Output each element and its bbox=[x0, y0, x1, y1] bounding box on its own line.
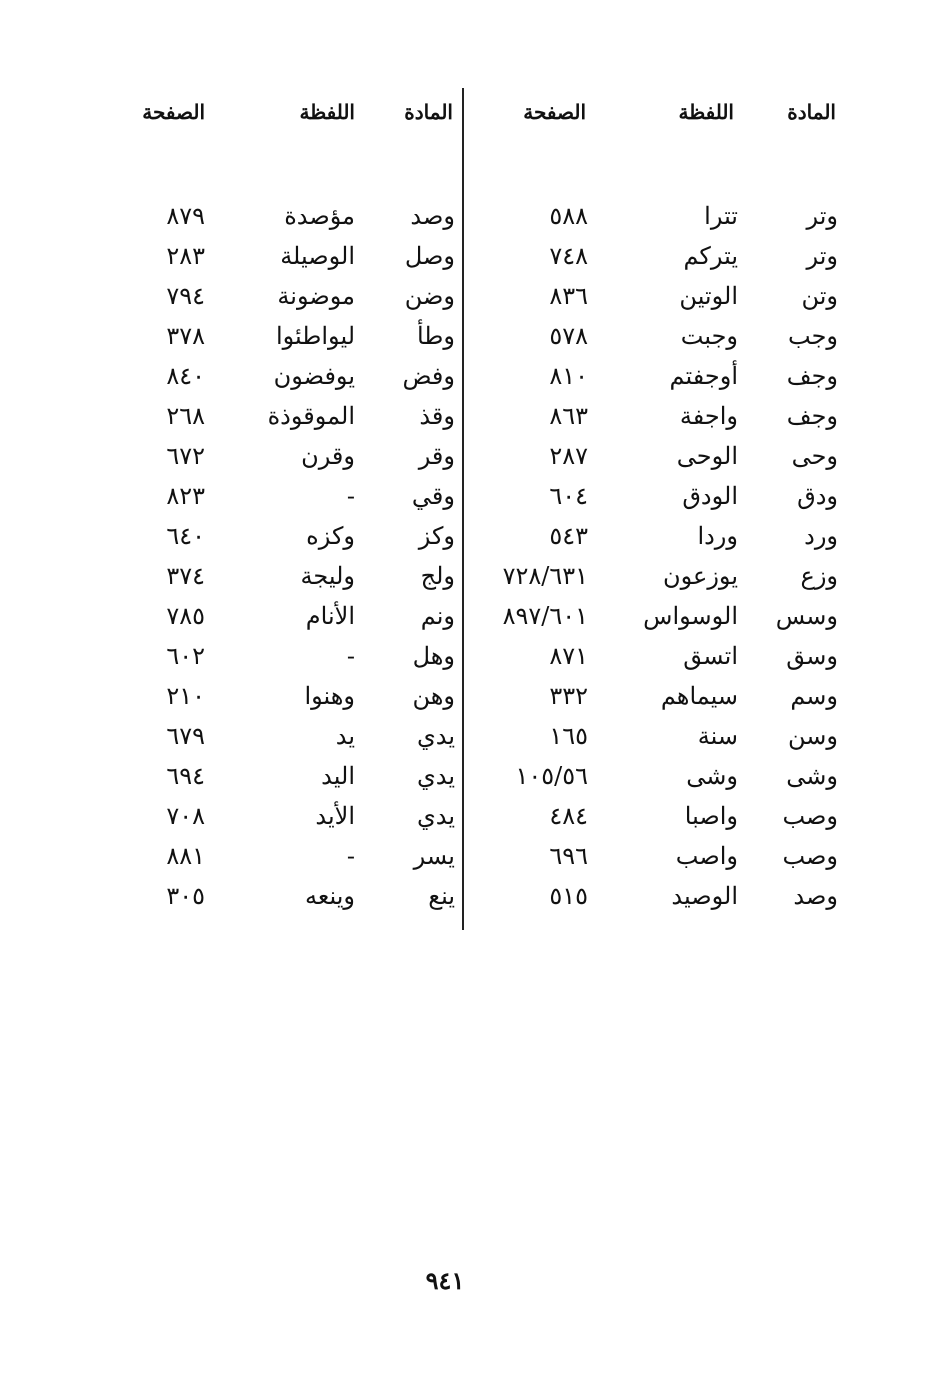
word-cell: مؤصدة bbox=[284, 202, 355, 230]
page-cell: ٣٠٥ bbox=[166, 882, 205, 910]
root-cell: ينع bbox=[428, 882, 455, 910]
word-cell: الودق bbox=[682, 482, 738, 510]
page-cell: ٨٤٠ bbox=[166, 362, 205, 390]
root-cell: وتن bbox=[801, 282, 838, 310]
table-row bbox=[130, 476, 455, 516]
header-page: الصفحة bbox=[142, 100, 205, 124]
page-cell: ٧٨٥ bbox=[166, 602, 205, 630]
word-cell: موضونة bbox=[277, 282, 355, 310]
table-row bbox=[130, 396, 455, 436]
root-cell: وجف bbox=[786, 362, 838, 390]
page-cell: ٧٤٨ bbox=[549, 242, 588, 270]
page-cell: ٣٧٤ bbox=[166, 562, 205, 590]
page-cell: ٦٩٤ bbox=[166, 762, 205, 790]
table-row bbox=[478, 796, 838, 836]
page-cell: ٨١٠ bbox=[549, 362, 588, 390]
word-cell: سيماهم bbox=[660, 682, 738, 710]
word-cell: سنة bbox=[697, 722, 738, 750]
table-row bbox=[478, 636, 838, 676]
word-cell: يد bbox=[335, 722, 355, 750]
page-cell: ٢٦٨ bbox=[166, 402, 205, 430]
table-row bbox=[478, 836, 838, 876]
right-table-body bbox=[478, 196, 838, 916]
root-cell: وحى bbox=[791, 442, 838, 470]
left-index-table bbox=[130, 92, 455, 916]
word-cell: أوجفتم bbox=[669, 362, 738, 390]
page-cell: ٨٧٩ bbox=[166, 202, 205, 230]
right-table-header bbox=[478, 92, 838, 196]
page-cell: ٤٨٤ bbox=[549, 802, 588, 830]
page-cell: ٨٨١ bbox=[166, 842, 205, 870]
right-index-table bbox=[478, 92, 838, 916]
root-cell: وقر bbox=[418, 442, 455, 470]
column-divider bbox=[462, 88, 464, 930]
page-cell: ٨٦٣ bbox=[549, 402, 588, 430]
page-cell: ٧٩٤ bbox=[166, 282, 205, 310]
root-cell: وتر bbox=[806, 242, 838, 270]
table-row bbox=[478, 876, 838, 916]
page-cell: ٣٣٢ bbox=[549, 682, 588, 710]
table-row bbox=[478, 236, 838, 276]
root-cell: ورد bbox=[804, 522, 838, 550]
root-cell: وطأ bbox=[416, 322, 455, 350]
root-cell: ودق bbox=[797, 482, 838, 510]
root-cell: وهن bbox=[412, 682, 455, 710]
left-table-header bbox=[130, 92, 455, 196]
header-word: اللفظة bbox=[678, 100, 734, 124]
page-cell: ٥٧٨ bbox=[549, 322, 588, 350]
table-row bbox=[130, 316, 455, 356]
header-root: المادة bbox=[787, 100, 836, 124]
page-cell: ٥٨٨ bbox=[549, 202, 588, 230]
root-cell: وزع bbox=[800, 562, 838, 590]
root-cell: وهل bbox=[412, 642, 455, 670]
root-cell: ونم bbox=[420, 602, 455, 630]
root-cell: يدي bbox=[416, 722, 455, 750]
word-cell: واصب bbox=[675, 842, 738, 870]
root-cell: ولج bbox=[420, 562, 455, 590]
word-cell: وينعه bbox=[305, 882, 355, 910]
root-cell: وصب bbox=[782, 802, 838, 830]
table-row bbox=[130, 516, 455, 556]
word-cell: الموقوذة bbox=[267, 402, 355, 430]
table-row bbox=[478, 676, 838, 716]
word-cell: وشى bbox=[686, 762, 738, 790]
left-table-body bbox=[130, 196, 455, 916]
root-cell: وصد bbox=[793, 882, 838, 910]
table-row bbox=[478, 476, 838, 516]
table-row bbox=[478, 516, 838, 556]
root-cell: وقذ bbox=[419, 402, 455, 430]
page-cell: ٦٩٦ bbox=[549, 842, 588, 870]
word-cell: وردا bbox=[697, 522, 738, 550]
word-cell: وهنوا bbox=[304, 682, 355, 710]
root-cell: وسس bbox=[775, 602, 838, 630]
table-row bbox=[478, 316, 838, 356]
table-row bbox=[478, 396, 838, 436]
page-cell: ٨٢٣ bbox=[166, 482, 205, 510]
table-row bbox=[130, 436, 455, 476]
root-cell: يسر bbox=[413, 842, 455, 870]
page-cell: ٥٤٣ bbox=[549, 522, 588, 550]
word-cell: ليواطئوا bbox=[275, 322, 355, 350]
table-row bbox=[478, 356, 838, 396]
table-row bbox=[130, 796, 455, 836]
page-cell: ١٦٥ bbox=[549, 722, 588, 750]
word-cell: الوحى bbox=[676, 442, 738, 470]
table-row bbox=[130, 356, 455, 396]
root-cell: وكز bbox=[418, 522, 455, 550]
root-cell: وجف bbox=[786, 402, 838, 430]
word-cell: تترا bbox=[704, 202, 738, 230]
table-row bbox=[130, 676, 455, 716]
page-cell: ٢١٠ bbox=[166, 682, 205, 710]
page-cell: ٦٠٤ bbox=[549, 482, 588, 510]
header-word: اللفظة bbox=[299, 100, 355, 124]
word-cell: - bbox=[346, 482, 355, 510]
word-cell: - bbox=[346, 642, 355, 670]
page-cell: ٦٠٢ bbox=[166, 642, 205, 670]
page-cell: ٨٧١ bbox=[549, 642, 588, 670]
word-cell: يوزعون bbox=[662, 562, 738, 590]
word-cell: الوصيد bbox=[671, 882, 738, 910]
table-row bbox=[130, 196, 455, 236]
word-cell: يتركم bbox=[683, 242, 738, 270]
root-cell: وصل bbox=[404, 242, 455, 270]
root-cell: وصب bbox=[782, 842, 838, 870]
table-row bbox=[478, 716, 838, 756]
word-cell: وجبت bbox=[680, 322, 738, 350]
root-cell: وشى bbox=[786, 762, 838, 790]
table-row bbox=[478, 596, 838, 636]
table-row bbox=[478, 276, 838, 316]
page-number: ٩٤١ bbox=[425, 1266, 465, 1295]
header-root: المادة bbox=[404, 100, 453, 124]
page-cell: ٦٤٠ bbox=[166, 522, 205, 550]
root-cell: وفض bbox=[402, 362, 455, 390]
word-cell: الأنام bbox=[305, 602, 355, 630]
page-cell: ٨٣٦ bbox=[549, 282, 588, 310]
root-cell: يدي bbox=[416, 802, 455, 830]
table-row bbox=[478, 756, 838, 796]
header-page: الصفحة bbox=[523, 100, 586, 124]
root-cell: وصد bbox=[410, 202, 455, 230]
word-cell: الأيد bbox=[315, 802, 355, 830]
table-row bbox=[130, 716, 455, 756]
page-cell: ١٠٥/٥٦ bbox=[515, 762, 588, 790]
table-row bbox=[478, 196, 838, 236]
word-cell: اليد bbox=[321, 762, 355, 790]
page-cell: ٦٧٢ bbox=[166, 442, 205, 470]
table-row bbox=[130, 276, 455, 316]
word-cell: الوتين bbox=[679, 282, 738, 310]
word-cell: وقرن bbox=[301, 442, 355, 470]
table-row bbox=[478, 556, 838, 596]
root-cell: وجب bbox=[788, 322, 838, 350]
root-cell: وتر bbox=[806, 202, 838, 230]
page-cell: ٦٧٩ bbox=[166, 722, 205, 750]
page-cell: ٢٨٣ bbox=[166, 242, 205, 270]
table-row bbox=[130, 636, 455, 676]
table-row bbox=[130, 836, 455, 876]
page-cell: ٣٧٨ bbox=[166, 322, 205, 350]
root-cell: وسن bbox=[788, 722, 838, 750]
table-row bbox=[130, 236, 455, 276]
table-row bbox=[478, 436, 838, 476]
root-cell: وسم bbox=[790, 682, 838, 710]
word-cell: يوفضون bbox=[273, 362, 355, 390]
word-cell: وكزه bbox=[306, 522, 355, 550]
page-cell: ٢٨٧ bbox=[549, 442, 588, 470]
table-row bbox=[130, 876, 455, 916]
word-cell: - bbox=[346, 842, 355, 870]
table-row bbox=[130, 756, 455, 796]
word-cell: الوصيلة bbox=[280, 242, 355, 270]
root-cell: وسق bbox=[786, 642, 838, 670]
word-cell: اتسق bbox=[683, 642, 738, 670]
word-cell: الوسواس bbox=[643, 602, 738, 630]
word-cell: واصبا bbox=[684, 802, 738, 830]
root-cell: وضن bbox=[404, 282, 455, 310]
root-cell: وقي bbox=[411, 482, 455, 510]
page-cell: ٧٠٨ bbox=[166, 802, 205, 830]
table-row bbox=[130, 596, 455, 636]
table-row bbox=[130, 556, 455, 596]
word-cell: واجفة bbox=[679, 402, 738, 430]
word-cell: وليجة bbox=[300, 562, 355, 590]
root-cell: يدي bbox=[416, 762, 455, 790]
page-cell: ٥١٥ bbox=[549, 882, 588, 910]
page-cell: ٧٢٨/٦٣١ bbox=[502, 562, 588, 590]
page-cell: ٨٩٧/٦٠١ bbox=[502, 602, 588, 630]
